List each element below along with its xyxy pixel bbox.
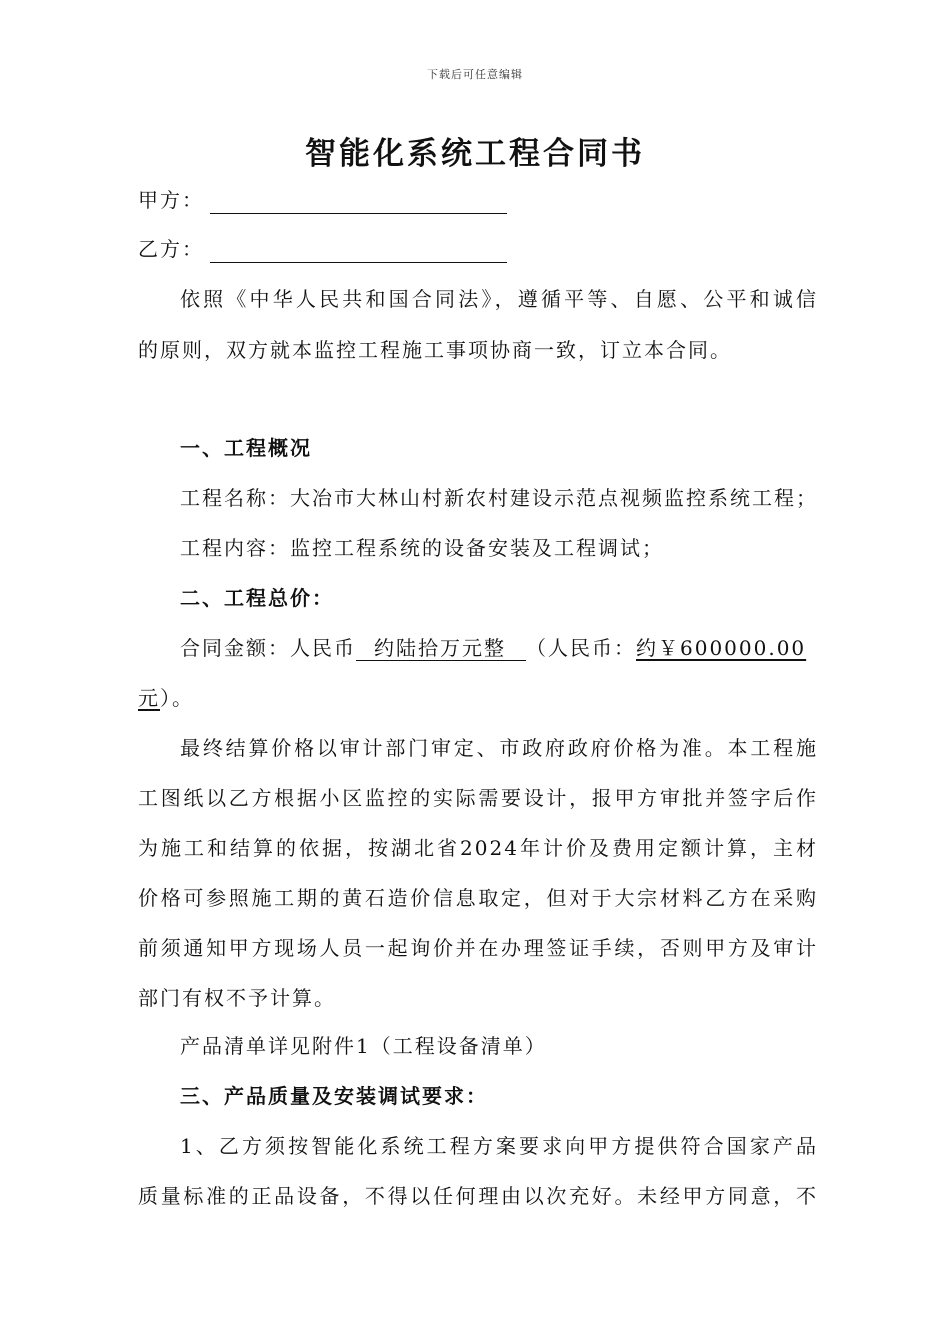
page-header: 下载后可任意编辑 xyxy=(427,68,523,81)
settlement-line-4: 价格可参照施工期的黄石造价信息取定，但对于大宗材料乙方在采购 xyxy=(138,886,818,910)
party-b-field[interactable] xyxy=(210,242,507,263)
settlement-line-1: 最终结算价格以审计部门审定、市政府政府价格为准。本工程施 xyxy=(180,736,818,760)
party-b-line xyxy=(138,235,818,263)
amount-in-words: 约陆拾万元整 xyxy=(356,636,526,661)
document-title: 智能化系统工程合同书 xyxy=(305,136,645,172)
project-name: 工程名称：大冶市大林山村新农村建设示范点视频监控系统工程； xyxy=(180,486,818,510)
party-b-label: 乙方： xyxy=(138,237,204,261)
intro-line-1: 依照《中华人民共和国合同法》，遵循平等、自愿、公平和诚信 xyxy=(180,287,818,311)
section-3-heading: 三、产品质量及安装调试要求： xyxy=(180,1084,488,1108)
project-content: 工程内容：监控工程系统的设备安装及工程调试； xyxy=(180,536,664,560)
amount-mid: （人民币： xyxy=(526,636,636,660)
settlement-line-6: 部门有权不予计算。 xyxy=(138,986,336,1010)
party-a-label: 甲方： xyxy=(138,188,204,212)
settlement-line-5: 前须通知甲方现场人员一起询价并在办理签证手续，否则甲方及审计 xyxy=(138,936,818,960)
intro-line-2: 的原则，双方就本监控工程施工事项协商一致，订立本合同。 xyxy=(138,338,732,362)
attachment-note: 产品清单详见附件1（工程设备清单） xyxy=(180,1034,547,1058)
settlement-line-3: 为施工和结算的依据，按湖北省2024年计价及费用定额计算，主材 xyxy=(138,836,818,860)
section-2-heading: 二、工程总价： xyxy=(180,586,334,610)
amount-suffix: ）。 xyxy=(160,686,194,710)
party-a-field[interactable] xyxy=(210,193,507,214)
amount-unit: 元 xyxy=(138,686,160,710)
quality-item-1-line-1: 1、乙方须按智能化系统工程方案要求向甲方提供符合国家产品 xyxy=(180,1134,818,1158)
contract-amount-line-2 xyxy=(138,684,818,712)
quality-item-1-line-2: 质量标准的正品设备，不得以任何理由以次充好。未经甲方同意，不 xyxy=(138,1184,818,1208)
amount-prefix: 合同金额：人民币 xyxy=(180,636,356,660)
party-a-line xyxy=(138,186,818,214)
settlement-line-2: 工图纸以乙方根据小区监控的实际需要设计，报甲方审批并签字后作 xyxy=(138,786,818,810)
amount-number: 约￥600000.00 xyxy=(636,636,807,660)
contract-amount-line xyxy=(180,634,860,662)
section-1-heading: 一、工程概况 xyxy=(180,436,312,460)
